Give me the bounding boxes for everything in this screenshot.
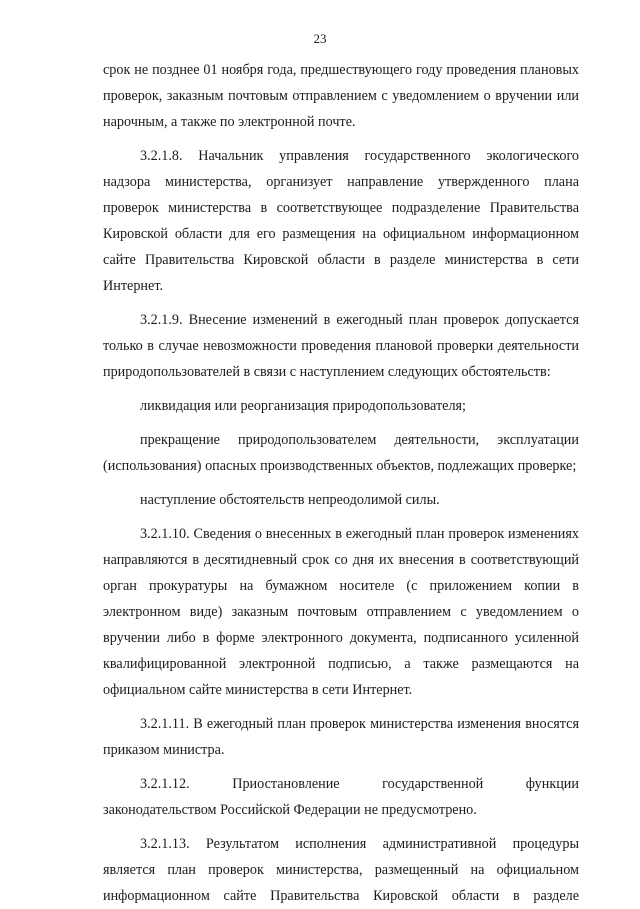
list-item-liquidation: ликвидация или реорганизация природопользователя; bbox=[140, 398, 466, 414]
page-number: 23 bbox=[313, 31, 327, 46]
list-item-force-majeure: наступление обстоятельств непреодолимой силы. bbox=[140, 492, 440, 508]
paragraph-3-2-1-8: 3.2.1.8. Начальник управления государственного экологического надзора министерства, организует направление утвержденного плана проверок министерства в соответствующее подразделение Правительства Кировской области для его размещения на официальном информационном сайте Правительства Кировской области в разделе министерства в сети Интернет. bbox=[103, 148, 579, 294]
list-item-termination: прекращение природопользователем деятельности, эксплуатации (использования) опасных производственных объектов, подлежащих проверке; bbox=[103, 432, 579, 474]
paragraph-delivery-deadline: срок не позднее 01 ноября года, предшествующего году проведения плановых проверок, заказным почтовым отправлением с уведомлением о вручении или нарочным, а также по электронной почте. bbox=[103, 62, 579, 130]
paragraph-3-2-1-11: 3.2.1.11. В ежегодный план проверок министерства изменения вносятся приказом министра. bbox=[103, 716, 579, 758]
paragraph-3-2-1-10: 3.2.1.10. Сведения о внесенных в ежегодный план проверок изменениях направляются в десятидневный срок со дня их внесения в соответствующий орган прокуратуры на бумажном носителе (с приложением копии в электронном виде) заказным почтовым отправлением с уведомлением о вручении либо в форме электронного документа, подписанного усиленной квалифицированной электронной подписью, а также размещаются на официальном сайте министерства в сети Интернет. bbox=[103, 526, 579, 698]
paragraph-3-2-1-13: 3.2.1.13. Результатом исполнения административной процедуры является план проверок министерства, размещенный на официальном информационном сайте Правительства Кировской области в разделе bbox=[103, 836, 579, 904]
document-body bbox=[103, 57, 579, 909]
paragraph-3-2-1-9: 3.2.1.9. Внесение изменений в ежегодный план проверок допускается только в случае невозможности проведения плановой проверки деятельности природопользователей в связи с наступлением следующих обстоятельств: bbox=[103, 312, 579, 380]
paragraph-3-2-1-12: 3.2.1.12. Приостановление государственной функции законодательством Российской Федерации не предусмотрено. bbox=[103, 776, 579, 818]
